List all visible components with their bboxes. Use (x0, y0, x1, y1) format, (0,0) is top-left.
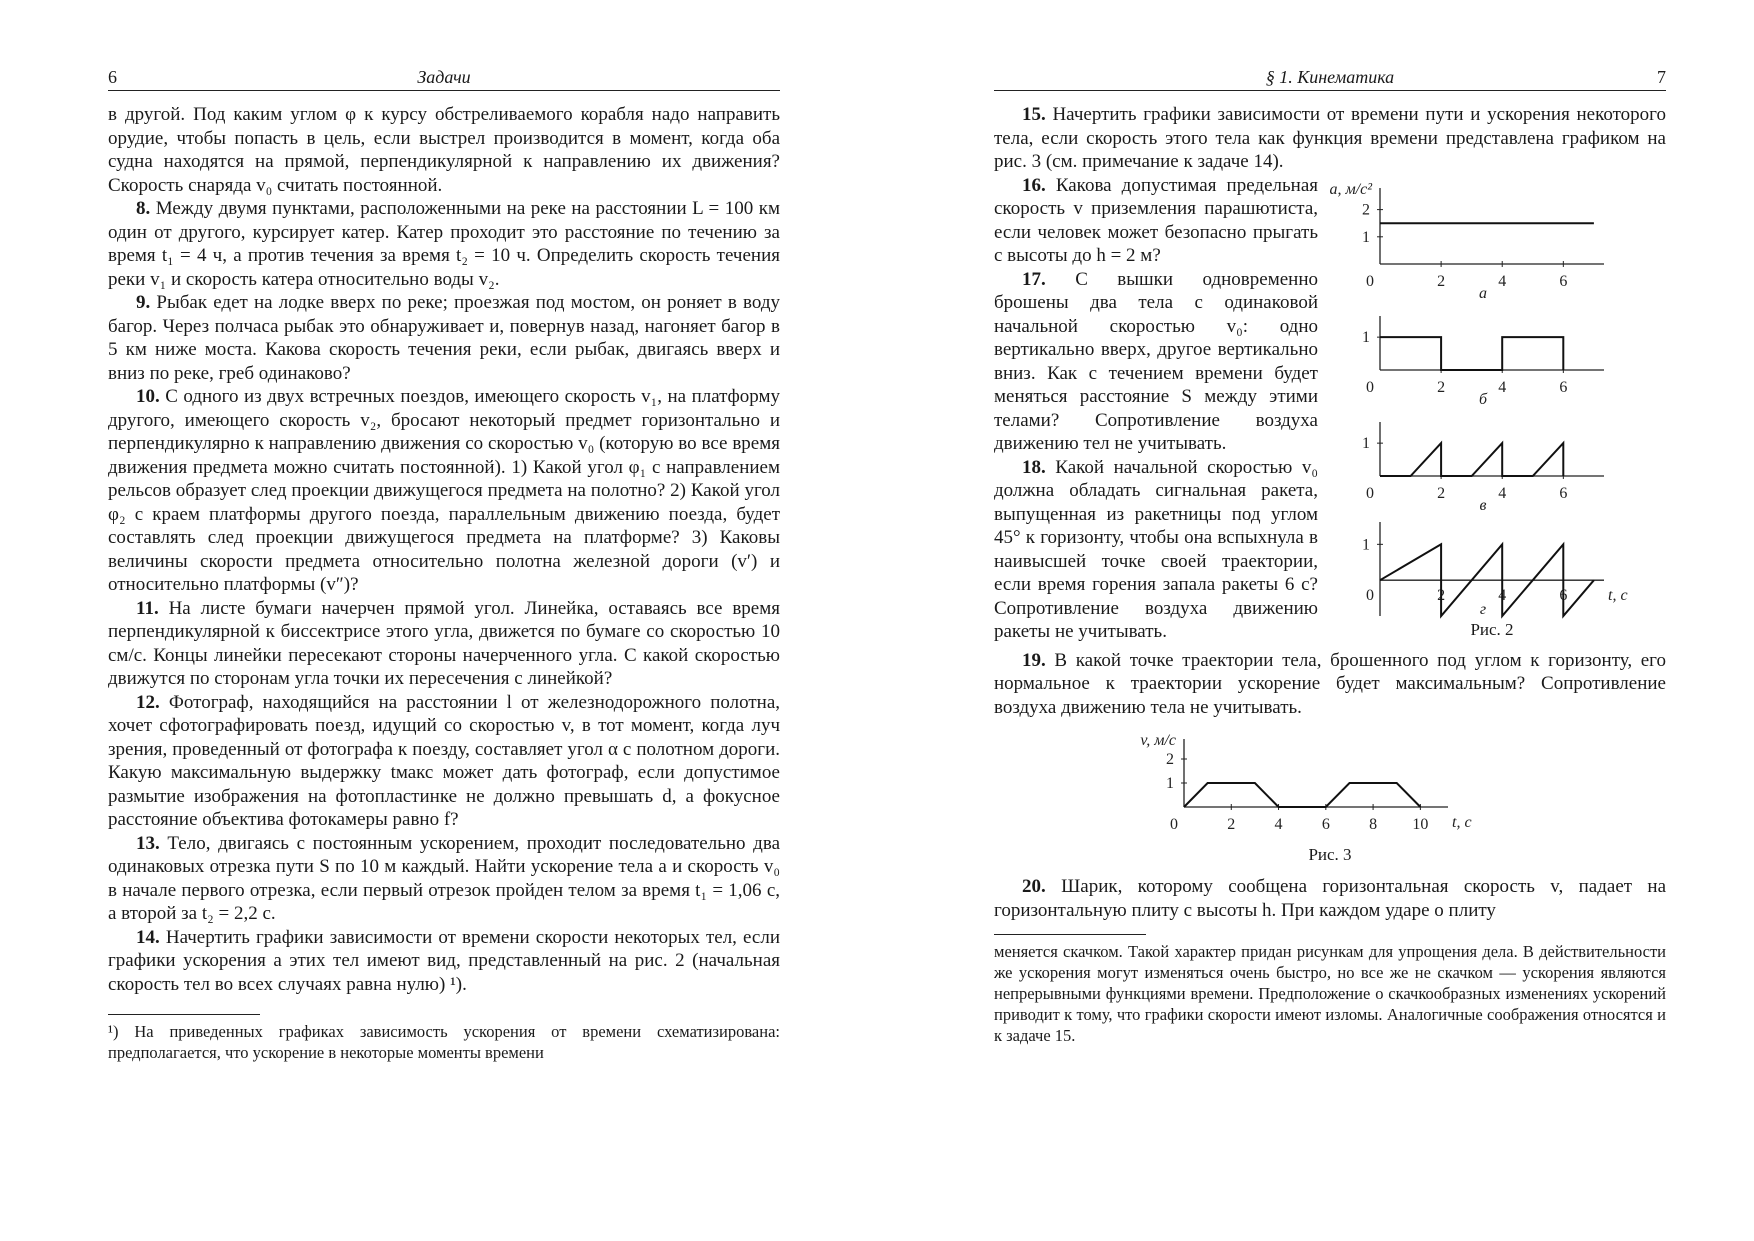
series-line (1184, 783, 1420, 807)
y-tick-label: 1 (1362, 228, 1370, 246)
x-tick-label: 2 (1437, 484, 1446, 502)
problem-number: 13. (136, 832, 160, 854)
problem-text: Шарик, которому сообщена горизонтальная скорость v, падает на горизонтальную плиту с высоты h. При каждом ударе о плиту (994, 876, 1667, 921)
right-page-number: 7 (1657, 67, 1666, 87)
right-page (994, 64, 1666, 1046)
right-page-body-2 (994, 649, 1666, 720)
problem-9 (108, 291, 780, 385)
x-tick-label: 4 (1274, 816, 1283, 833)
problem-number: 16. (1022, 174, 1046, 196)
problem-19 (994, 649, 1666, 720)
left-page-number: 6 (108, 67, 117, 87)
problem-17 (994, 268, 1318, 456)
problem-number: 8. (136, 198, 151, 219)
left-page-body (108, 103, 780, 996)
problem-8 (108, 197, 780, 291)
footnote-continuation: меняется скачком. Такой характер придан рисункам для упрощения дела. В действительности же ускорения могут изменяться очень быстро, но все же не скачком — ускорения являются непрерывными функциями времени. Предположение о скачкообразных изменениях ускорений приводит к тому, что графики скорости имеют изломы. Аналогичные соображения относятся и к задаче 15. (994, 942, 1666, 1045)
problem-text: С одного из двух встречных поездов, имеющего скорость v₁, на платформу другого, имеющего скорость v₂, бросают некоторый предмет горизонтально и перпендикулярно к направлению движения со скоростью v₀ (которую во все время движения предмета можно считать постоянной). 1) Какой угол φ₁ с направлением рельсов образует след проекции движущегося предмета на полотно? 2) Какой угол φ₂ с краем платформы другого поезда, параллельным движению поезда, будет составлять след проекции движущегося предмета на платформе? 3) Каковы величины скорости предмета относительно полотна железной дороги (v′) и относительно платформы (v″)? (108, 386, 781, 595)
y-tick-label: 2 (1166, 751, 1174, 768)
left-running-title: Задачи (417, 67, 471, 87)
x-tick-label: 0 (1366, 586, 1374, 604)
y-tick-label: 2 (1362, 201, 1370, 219)
y-tick-label: 1 (1166, 775, 1174, 792)
paragraph-continuation (108, 103, 780, 197)
problem-text: Начертить графики зависимости от времени пути и ускорения некоторого тела, если скорость этого тела как функция времени представлена графиком на рис. 3 (см. примечание к задаче 14). (994, 104, 1667, 172)
x-tick-label: 0 (1170, 816, 1178, 833)
problem-number: 9. (136, 292, 151, 313)
x-tick-label: 6 (1559, 272, 1568, 290)
problem-11 (108, 597, 780, 691)
problem-12 (108, 691, 780, 832)
x-tick-label: 6 (1321, 816, 1330, 833)
x-tick-label: 6 (1559, 378, 1568, 396)
problem-15 (994, 103, 1666, 174)
y-tick-label: 1 (1362, 328, 1370, 346)
left-page (108, 64, 780, 1063)
figure-2-chart (1318, 174, 1666, 644)
left-page-header (108, 64, 780, 91)
y-axis-label: v, м/с (1140, 732, 1176, 749)
footnote-rule (108, 1014, 260, 1015)
figure-2 (1318, 174, 1666, 649)
panel-label: б (1478, 390, 1488, 408)
problem-10 (108, 385, 780, 597)
panel-label: г (1479, 600, 1487, 618)
problem-18 (994, 456, 1318, 644)
figure-wrap (994, 174, 1666, 649)
x-tick-label: 2 (1437, 586, 1446, 604)
left-footnote-area (108, 1014, 780, 1063)
problem-text: Рыбак едет на лодке вверх по реке; проезжая под мостом, он роняет в воду багор. Через полчаса рыбак это обнаруживает и, повернув назад, нагоняет багор в 5 км ниже моста. Какова скорость течения реки, если рыбак, двигаясь вверх и вниз по реке, греб одинаково? (108, 292, 780, 384)
problem-number: 17. (1022, 268, 1046, 290)
problem-text: На листе бумаги начерчен прямой угол. Линейка, оставаясь все время перпендикулярной к биссектрисе этого угла, движется по бумаге со скоростью 10 см/с. Концы линейки пересекают стороны начерченного угла. С какой скоростью движутся по сторонам угла точки их пересечения с линейкой? (108, 597, 781, 689)
problem-number: 19. (1022, 649, 1046, 671)
x-tick-label: 4 (1498, 484, 1507, 502)
x-axis-label: t, с (1452, 814, 1472, 831)
x-tick-label: 0 (1366, 484, 1374, 502)
problem-text: В какой точке траектории тела, брошенного под углом к горизонту, его нормальное к траектории ускорение будет максимальным? Сопротивление воздуха движению тела не учитывать. (994, 649, 1666, 718)
problem-number: 15. (1022, 104, 1046, 125)
x-tick-label: 0 (1366, 272, 1374, 290)
problem-text: Какова допустимая предельная скорость v приземления парашютиста, если человек может безопасно прыгать с высоты до h = 2 м? (994, 174, 1318, 266)
problem-13 (108, 832, 780, 926)
problem-14 (108, 926, 780, 997)
y-tick-label: 1 (1362, 535, 1370, 553)
figure-3 (994, 725, 1666, 875)
x-tick-label: 6 (1559, 484, 1568, 502)
x-tick-label: 6 (1559, 586, 1568, 604)
problem-number: 18. (1022, 456, 1046, 478)
problem-text: Тело, двигаясь с постоянным ускорением, проходит последовательно два одинаковых отрезка пути S по 10 м каждый. Найти ускорение тела a и скорость v₀ в начале первого отрезка, если первый отрезок пройден телом за время t₁ = 1,06 с, а второй за t₂ = 2,2 с. (108, 832, 781, 924)
problem-text: Какой начальной скоростью v₀ должна обладать сигнальная ракета, выпущенная из ракетницы под углом 45° к горизонту, чтобы она вспыхнула в наивысшей точке своей траектории, если время горения запала ракеты 6 с? Сопротивление воздуха движению ракеты не учитывать. (994, 456, 1318, 642)
x-tick-label: 2 (1227, 816, 1236, 833)
right-footnote-area (994, 934, 1666, 1046)
x-axis-label: t, с (1608, 586, 1628, 604)
x-tick-label: 10 (1412, 816, 1429, 833)
y-tick-label: 1 (1362, 434, 1370, 452)
problem-16 (994, 174, 1318, 268)
figure-3-caption: Рис. 3 (1308, 845, 1352, 864)
x-tick-label: 0 (1366, 378, 1374, 396)
right-running-title: § 1. Кинематика (1265, 67, 1395, 87)
right-page-header (994, 64, 1666, 91)
series-line (1380, 443, 1563, 476)
problem-text: Между двумя пунктами, расположенными на реке на расстоянии L = 100 км один от другого, курсирует катер. Катер проходит это расстояние по течению за время t₁ = 4 ч, а против течения за время t₂ = 10 ч. Определить скорость течения реки v₁ и скорость катера относительно воды v₂. (108, 198, 780, 290)
figure-2-caption: Рис. 2 (1470, 619, 1514, 639)
problem-text: Фотограф, находящийся на расстоянии l от железнодорожного полотна, хочет сфотографировать поезд, идущий со скоростью v, в тот момент, когда луч зрения, проведенный от фотографа к поезду, составляет угол α с полотном дороги. Какую максимальную выдержку tмакс может дать фотограф, если допустимое размытие изображения на фотопластинке не должно превышать d, а фокусное расстояние объектива фотокамеры равно f? (108, 691, 781, 830)
series-line (1380, 337, 1563, 370)
right-page-body-3 (994, 875, 1666, 922)
problem-number: 12. (136, 691, 160, 713)
y-axis-label: a, м/с² (1329, 180, 1372, 198)
problem-number: 10. (136, 386, 160, 407)
footnote: ¹) На приведенных графиках зависимость ускорения от времени схематизирована: предполагается, что ускорение в некоторые моменты времени (108, 1022, 780, 1062)
footnote-rule (994, 934, 1146, 935)
x-tick-label: 8 (1369, 816, 1378, 833)
problem-number: 14. (136, 926, 160, 948)
problem-number: 20. (1022, 876, 1046, 897)
right-page-body (994, 103, 1666, 174)
panel-label: в (1479, 496, 1487, 514)
problem-text: С вышки одновременно брошены два тела с одинаковой начальной скоростью v₀: одно вертикально вверх, другое вертикально вниз. Как с течением времени будет меняться расстояние S между этими телами? Сопротивление воздуха движению тел не учитывать. (994, 268, 1318, 454)
x-tick-label: 4 (1498, 586, 1507, 604)
x-tick-label: 4 (1498, 272, 1507, 290)
panel-label: а (1479, 284, 1487, 302)
paragraph-text: в другой. Под каким углом φ к курсу обстреливаемого корабля надо направить орудие, чтобы попасть в цель, если выстрел производится в момент, когда оба судна находятся на прямой, перпендикулярной к направлению их движения? Скорость снаряда v₀ считать постоянной. (108, 104, 780, 196)
problem-20 (994, 875, 1666, 922)
problem-text: Начертить графики зависимости от времени скорости некоторых тел, если графики ускорения a этих тел имеют вид, представленный на рис. 2 (начальная скорость тел во всех случаях равна нулю) ¹). (108, 926, 780, 995)
figure-3-chart (994, 725, 1666, 843)
x-tick-label: 2 (1437, 378, 1446, 396)
x-tick-label: 2 (1437, 272, 1446, 290)
problem-number: 11. (136, 597, 159, 619)
wrapped-text-column (994, 174, 1318, 649)
x-tick-label: 4 (1498, 378, 1507, 396)
